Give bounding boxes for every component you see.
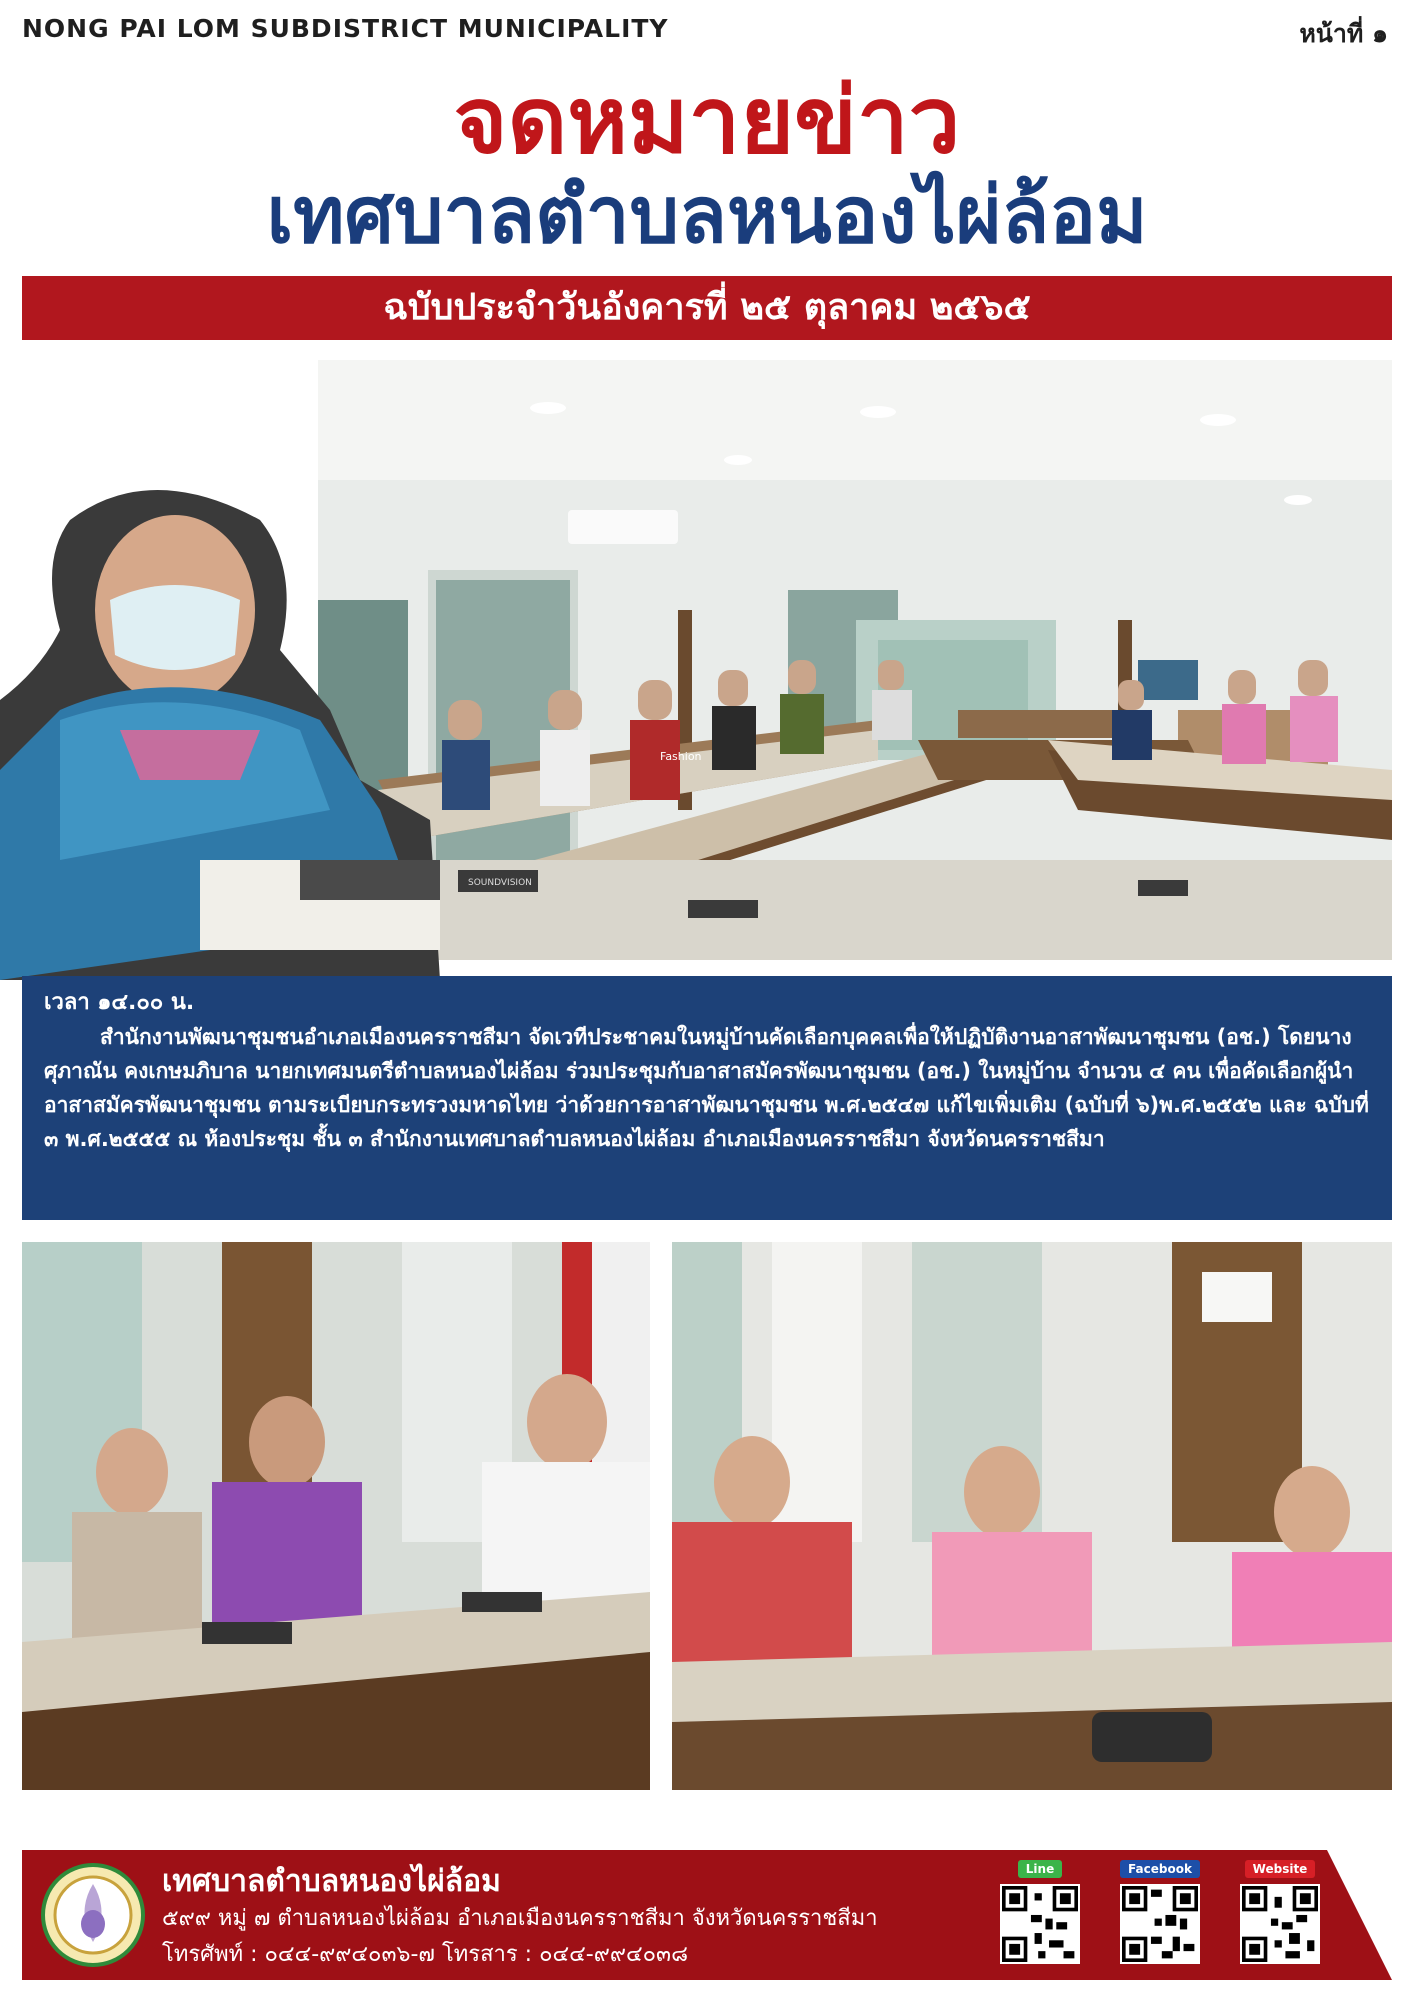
meeting-room-photo bbox=[318, 360, 1392, 960]
facebook-qr-code[interactable] bbox=[1120, 1884, 1200, 1964]
footer-address: ๕๙๙ หมู่ ๗ ตำบลหนองไผ่ล้อม อำเภอเมืองนครราชสีมา จังหวัดนครราชสีมา bbox=[162, 1906, 878, 1931]
microphone-brand-text: SOUNDVISION bbox=[468, 878, 532, 888]
qr-line-group[interactable] bbox=[1000, 1860, 1080, 1968]
qr-website-label: Website bbox=[1245, 1860, 1316, 1878]
shirt-text: Fashion bbox=[660, 750, 702, 763]
qr-website-group[interactable] bbox=[1240, 1860, 1320, 1968]
meeting-participants-photo-right bbox=[672, 1242, 1392, 1790]
website-qr-code[interactable] bbox=[1240, 1884, 1320, 1964]
line-qr-code[interactable] bbox=[1000, 1884, 1080, 1964]
qr-facebook-label: Facebook bbox=[1120, 1860, 1200, 1878]
footer-phone-fax: โทรศัพท์ : ๐๔๔-๙๙๔๐๓๖-๗ โทรสาร : ๐๔๔-๙๙๔๐๓๘ bbox=[162, 1942, 689, 1967]
municipality-seal-logo bbox=[40, 1862, 146, 1968]
article-text-box bbox=[22, 976, 1392, 1220]
organization-name-en: NONG PAI LOM SUBDISTRICT MUNICIPALITY bbox=[22, 14, 669, 43]
footer-municipality-name: เทศบาลตำบลหนองไผ่ล้อม bbox=[162, 1864, 501, 1899]
article-body: สำนักงานพัฒนาชุมชนอำเภอเมืองนครราชสีมา จัดเวทีประชาคมในหมู่บ้านคัดเลือกบุคคลเพื่อให้ปฏิบัติงานอาสาพัฒนาชุมชน (อช.) โดยนางศุภาณัน คงเกษมภิบาล นายกเทศมนตรีตำบลหนองไผ่ล้อม ร่วมประชุมกับอาสาสมัครพัฒนาชุมชน (อช.) ในหมู่บ้าน จำนวน ๔ คน เพื่อคัดเลือกผู้นำอาสาสมัครพัฒนาชุมชน ตามระเบียบกระทรวงมหาดไทย ว่าด้วยการอาสาพัฒนาชุมชน พ.ศ.๒๕๔๗ แก้ไขเพิ่มเติม (ฉบับที่ ๖)พ.ศ.๒๕๕๒ และ ฉบับที่ ๓ พ.ศ.๒๕๕๕ ณ ห้องประชุม ชั้น ๓ สำนักงานเทศบาลตำบลหนองไผ่ล้อม อำเภอเมืองนครราชสีมา จังหวัดนครราชสีมา bbox=[44, 1025, 1369, 1151]
meeting-participants-photo-left bbox=[22, 1242, 650, 1790]
article-time: เวลา ๑๔.๐๐ น. bbox=[44, 990, 195, 1015]
mayor-portrait-photo bbox=[0, 480, 440, 980]
newsletter-title: จดหมายข่าว bbox=[453, 67, 961, 174]
issue-date-bar: ฉบับประจำวันอังคารที่ ๒๕ ตุลาคม ๒๕๖๕ bbox=[22, 276, 1392, 340]
municipality-title: เทศบาลตำบลหนองไผ่ล้อม bbox=[266, 171, 1148, 261]
qr-line-label: Line bbox=[1018, 1860, 1062, 1878]
qr-facebook-group[interactable] bbox=[1120, 1860, 1200, 1968]
footer bbox=[22, 1850, 1392, 1980]
page-number: หน้าที่ ๑ bbox=[1299, 19, 1388, 48]
